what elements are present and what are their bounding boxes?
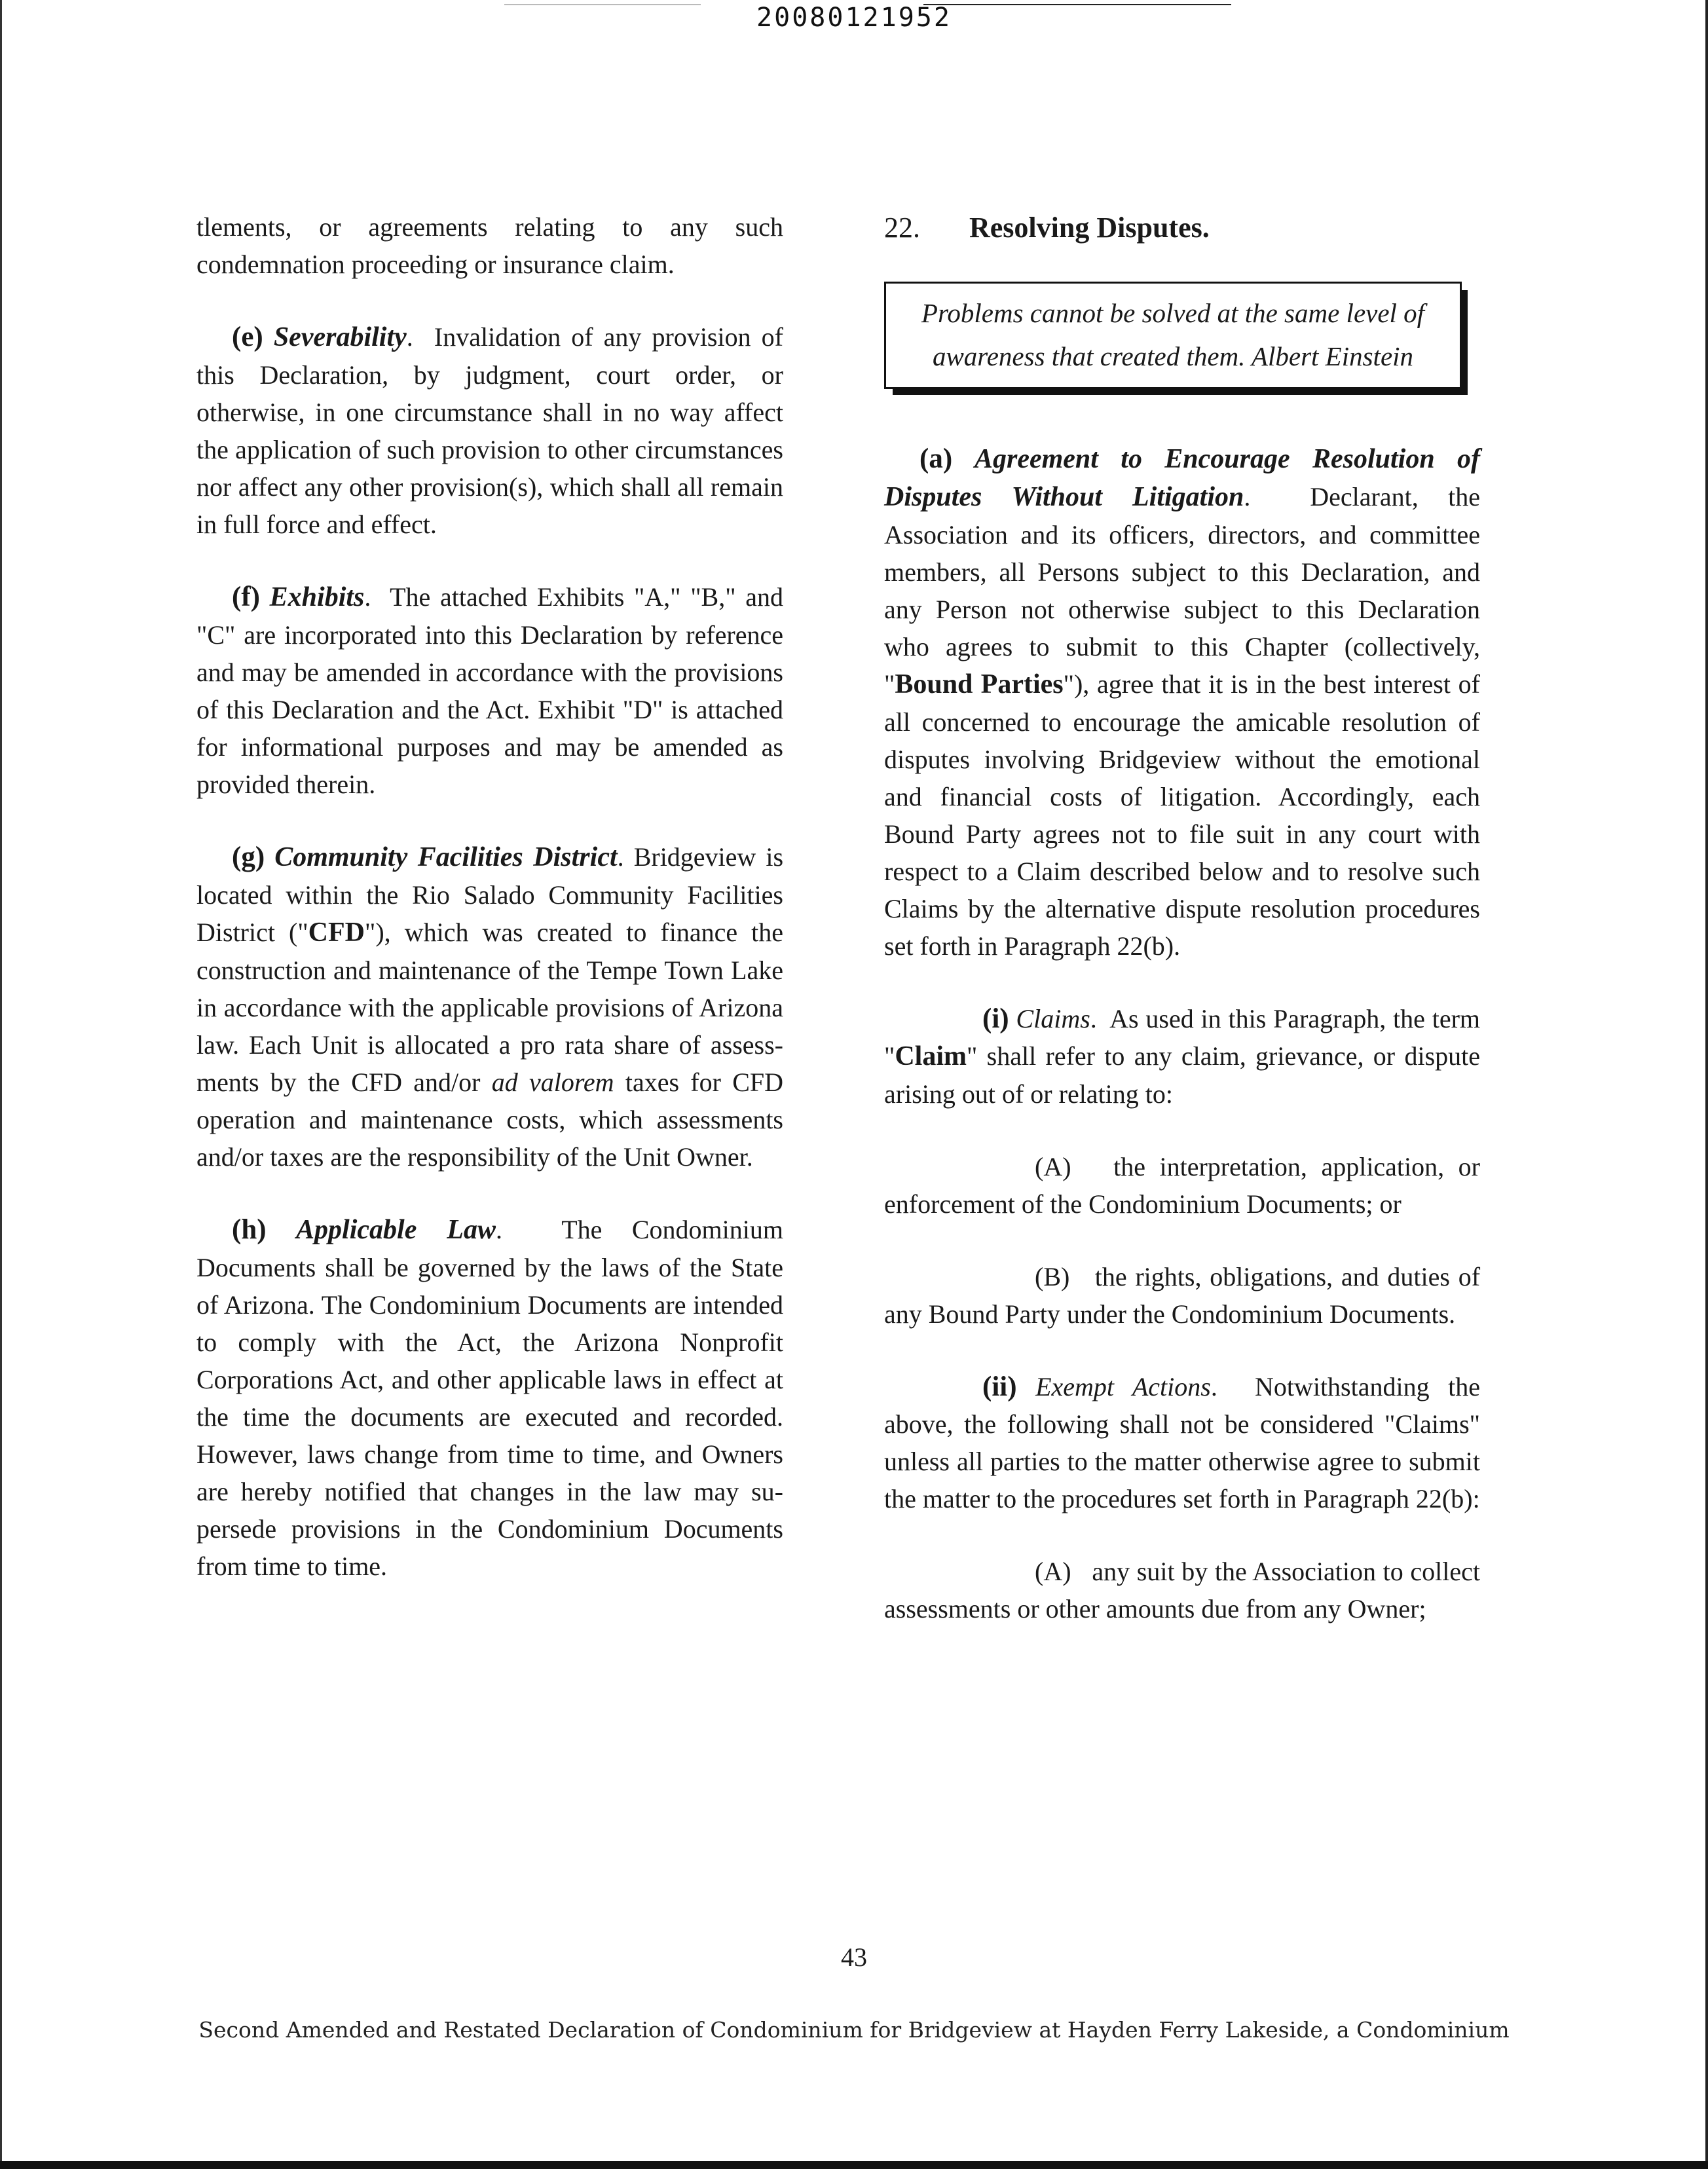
paragraph-text: taxes for CFD operation and maintenance costs, which assessments and/or taxes are the responsibility of the Unit Owner.	[196, 1067, 784, 1172]
paragraph-title: Agreement to Encourage Resolution of Disputes Without Litigation	[884, 444, 1480, 512]
paragraph-label: (e)	[232, 322, 263, 352]
scan-bottom-edge	[0, 2161, 1708, 2169]
cfd-paragraph: (g) Community Facilities District. Bridgeview is located within the Rio Salado Community Facilities District ("CFD"), which was created to finance the construction and maintenance of the Tempe Town Lake in accordance with the applicable provisions of Arizona law. Each Unit is allocated a pro rata share of assessments by the CFD and/or ad valorem taxes for CFD operation and maintenance costs, which assessments and/or taxes are the responsibility of the Unit Owner.	[196, 842, 784, 1172]
agreement-paragraph: (a) Agreement to Encourage Resolution of Disputes Without Litigation. Declarant, the Association and its officers, directors, and committee members, all Persons subject to this Declaration, and any Person not otherwise subject to this Declaration who agrees to submit to this Chapter (collectively, "Bound Parties"), agree that it is in the best interest of all concerned to encourage the amicable resolution of disputes involving Bridgeview without the emotional and financial costs of litigation. Accordingly, each Bound Party agrees not to file suit in any court with respect to a Claim described below and to resolve such Claims by the alternative dispute resolution procedures set forth in Paragraph 22(b).	[884, 443, 1481, 961]
paragraph-text: Invalidation of any provision of this Declaration, by judgment, court order, or otherwise, in one circumstance shall in no way affect the application of such provision to other circumstances nor affect any other provision(s), which shall all remain in full force and effect.	[196, 322, 784, 539]
item-label: (B)	[1035, 1262, 1070, 1291]
item-text: the rights, obligations, and duties of any Bound Party under the Condominium Documents.	[884, 1262, 1481, 1329]
defined-term: CFD	[308, 918, 365, 948]
paragraph-title: Exhibits	[269, 582, 365, 612]
paragraph-label: (a)	[919, 443, 953, 474]
claims-item-b	[884, 1258, 1480, 1333]
paragraph-text: "), which was created to finance the construction and maintenance of the Tempe Town Lake in accordance with the applicable provisions of Arizona law. Each Unit is allocated a pro rata share of assessments by the CFD and/or	[196, 918, 783, 1097]
paragraph-text: As used in this Paragraph, the term "	[884, 1004, 1481, 1071]
left-column	[196, 208, 783, 1585]
quote-box	[884, 282, 1462, 389]
item-text: the interpretation, application, or enforcement of the Condominium Documents; or	[884, 1152, 1480, 1219]
page-number: 43	[841, 1942, 867, 1972]
paragraph-text: Bridgeview is located within the Rio Salado Community Facilities District ("	[196, 842, 784, 947]
paragraph-text: Declarant, the Association and its officers, directors, and committee members, all Persons subject to this Declaration, and any Person not otherwise subject to this Declaration who agrees to submit to this Chapter (collectively, "	[884, 482, 1481, 699]
claims-paragraph: (i) Claims. As used in this Paragraph, the term "Claim" shall refer to any claim, grievance, or dispute arising out of or relating to:	[884, 1003, 1481, 1109]
section-title: Resolving Disputes.	[969, 212, 1210, 244]
paragraph-label: (f)	[232, 582, 260, 612]
item-text: any suit by the Association to collect assessments or other amounts due from any Owner;	[884, 1557, 1480, 1623]
paragraph-text: " shall refer to any claim, grievance, or dispute arising out of or relating to:	[884, 1041, 1480, 1109]
right-column	[884, 208, 1480, 1627]
paragraph-title: Severability	[273, 322, 407, 352]
paragraph-title: Applicable Law	[296, 1215, 496, 1245]
paragraph-title: Community Facilities District	[274, 842, 618, 872]
exhibits-paragraph: (f) Exhibits. The attached Exhibits "A," "B," and "C" are incorporated into this Declaration by reference and may be amended in accordance with the provisions of this Declaration and the Act. Exhibit "D" is attached for informational purposes and may be amended as provided therein.	[196, 582, 784, 799]
recording-number: 20080121952	[756, 3, 952, 33]
paragraph-label: (ii)	[982, 1371, 1017, 1402]
paragraph-text: The attached Exhibits "A," "B," and "C" are incorporated into this Declaration by reference and may be amended in accordance with the provisions of this Declaration and the Act. Exhibit "D" is attached for informational purposes and may be amended as provided therein.	[196, 582, 784, 799]
paragraph-title: Exempt Actions	[1035, 1372, 1211, 1401]
paragraph-label: (h)	[232, 1214, 267, 1245]
scan-right-edge	[1705, 0, 1708, 2161]
section-heading	[884, 208, 1480, 248]
italic-term: ad valorem	[491, 1067, 614, 1097]
paragraph-text: Notwithstanding the above, the following shall not be considered "Claims" unless all parties to the matter otherwise agree to submit the matter to the procedures set forth in Paragraph 22(b):	[884, 1372, 1481, 1513]
paragraph-text: The Condominium Documents shall be governed by the laws of the State of Arizona. The Condominium Documents are intended to comply with the Act, the Arizona Nonprofit Corporations Act, and other applicable laws in effect at the time the documents are executed and recorded. However, laws change from time to time, and Owners are hereby notified that changes in the law may supersede provisions in the Condominium Documents from time to time.	[196, 1215, 783, 1581]
severability-paragraph: (e) Severability. Invalidation of any provision of this Declaration, by judgment, court order, or otherwise, in one circumstance shall in no way affect the application of such provision to other circumstances nor affect any other provision(s), which shall all remain in full force and effect.	[196, 322, 784, 539]
item-label: (A)	[1035, 1557, 1071, 1586]
paragraph-label: (g)	[232, 842, 265, 872]
applicable-law-paragraph: (h) Applicable Law. The Condominium Documents shall be governed by the laws of the State of Arizona. The Condominium Documents are intended to comply with the Act, the Arizona Nonprofit Corporations Act, and other applicable laws in effect at the time the documents are executed and recorded. However, laws change from time to time, and Owners are hereby notified that changes in the law may supersede provisions in the Condominium Documents from time to time.	[196, 1214, 783, 1581]
exempt-item-a	[884, 1553, 1480, 1627]
defined-term: Claim	[895, 1041, 967, 1071]
scan-left-edge	[0, 0, 2, 2161]
item-label: (A)	[1035, 1152, 1071, 1181]
claims-item-a	[884, 1148, 1480, 1223]
paragraph-title: Claims	[1016, 1004, 1090, 1033]
section-number: 22.	[884, 212, 920, 244]
continuation-paragraph: tlements, or agreements relating to any such condemnation proceeding or insurance claim.	[196, 212, 783, 279]
document-footer: Second Amended and Restated Declaration of Condominium for Bridgeview at Hayden Ferry Lakeside, a Condominium	[198, 2017, 1510, 2043]
defined-term: Bound Parties	[895, 669, 1064, 699]
quote-text: Problems cannot be solved at the same level of awareness that created them. Albert Einstein	[921, 298, 1425, 371]
paragraph-label: (i)	[982, 1003, 1009, 1034]
paragraph-text: "), agree that it is in the best interest of all concerned to encourage the amicable resolution of disputes involving Bridgeview without the emotional and financial costs of litigation. Accordingly, each Bound Party agrees not to file suit in any court with respect to a Claim described below and to resolve such Claims by the alternative dispute resolution procedures set forth in Paragraph 22(b).	[884, 669, 1481, 961]
exempt-actions-paragraph: (ii) Exempt Actions. Notwithstanding the above, the following shall not be considered "Claims" unless all parties to the matter otherwise agree to submit the matter to the procedures set forth in Paragraph 22(b):	[884, 1371, 1481, 1513]
